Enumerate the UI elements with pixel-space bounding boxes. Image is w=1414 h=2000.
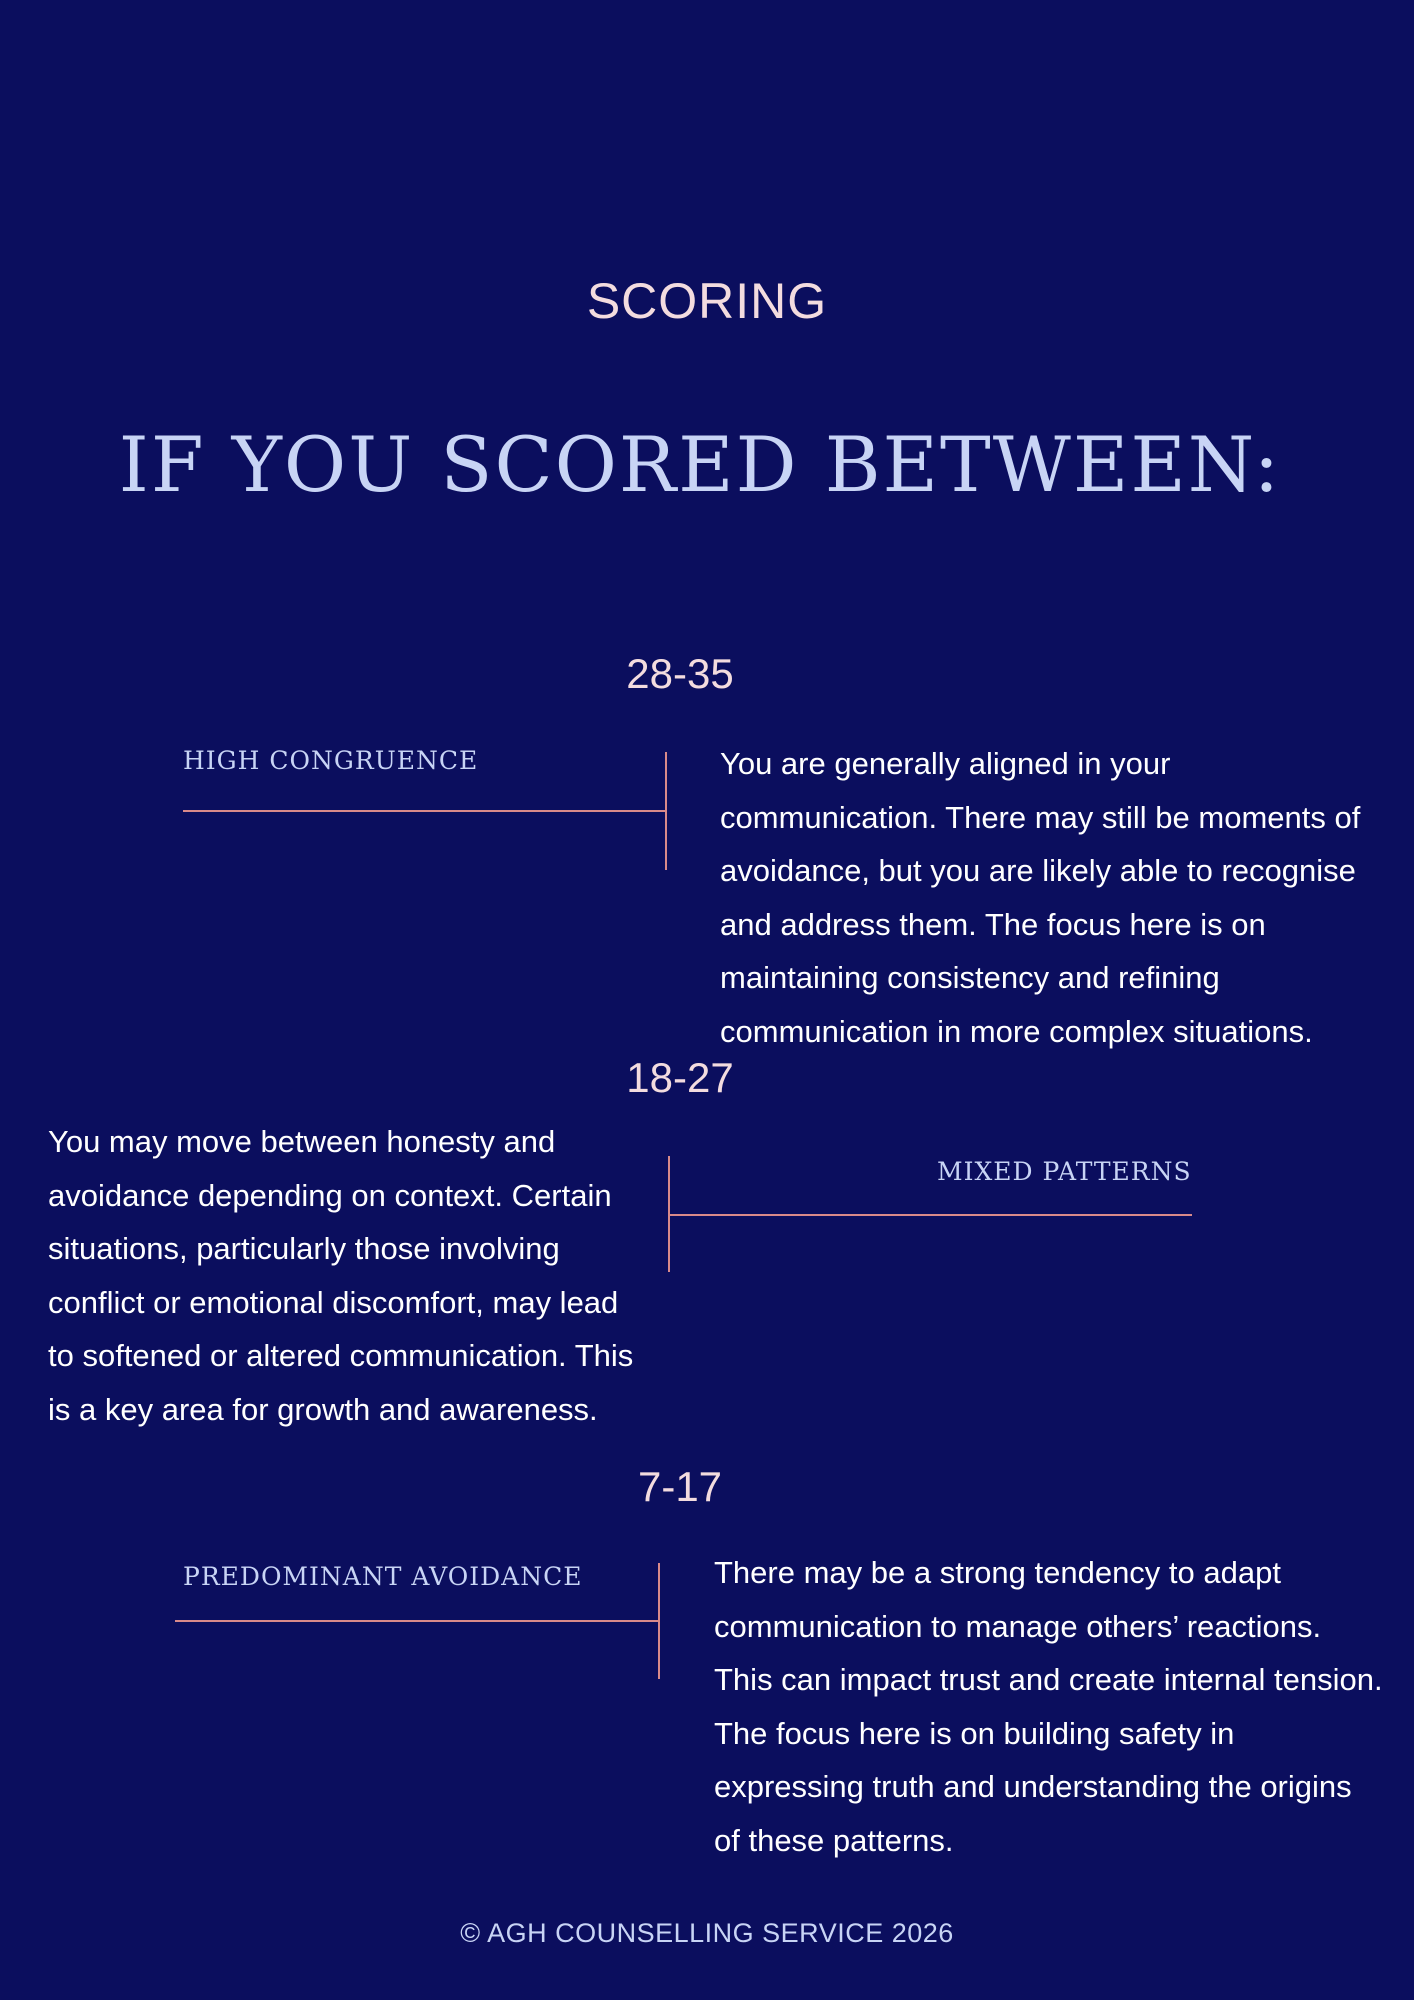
divider-vertical (658, 1563, 660, 1679)
footer-copyright: © AGH COUNSELLING SERVICE 2026 (460, 1918, 954, 1948)
category-label-predominant-avoidance: PREDOMINANT AVOIDANCE (183, 1562, 583, 1591)
score-range-mixed: 18-27 (626, 1054, 734, 1101)
category-label-mixed-patterns: MIXED PATTERNS (937, 1157, 1192, 1186)
band-description-avoidance: There may be a strong tendency to adapt communication to manage others’ reactions. This can impact trust and create internal tension. The focus here is on building safety in expressing truth and understanding the origins of these patterns. (714, 1555, 1383, 1858)
category-label-high-congruence: HIGH CONGRUENCE (183, 746, 479, 775)
band-description-high: You are generally aligned in your communication. There may still be moments of avoidance, but you are likely able to recognise and address them. The focus here is on maintaining consistency and refining communication in more complex situations. (720, 746, 1361, 1049)
divider-horizontal (668, 1214, 1192, 1216)
section-eyebrow: SCORING (586, 273, 828, 329)
score-range-avoidance: 7-17 (637, 1463, 723, 1510)
page-title: IF YOU SCORED BETWEEN: (118, 420, 1282, 509)
divider-vertical (665, 752, 667, 870)
divider-horizontal (183, 810, 667, 812)
score-range-high: 28-35 (626, 650, 734, 697)
divider-horizontal (175, 1620, 660, 1622)
band-description-mixed: You may move between honesty and avoidance depending on context. Certain situations, particularly those involving conflict or emotional discomfort, may lead to softened or altered communication. This is a key area for growth and awareness. (48, 1124, 634, 1427)
